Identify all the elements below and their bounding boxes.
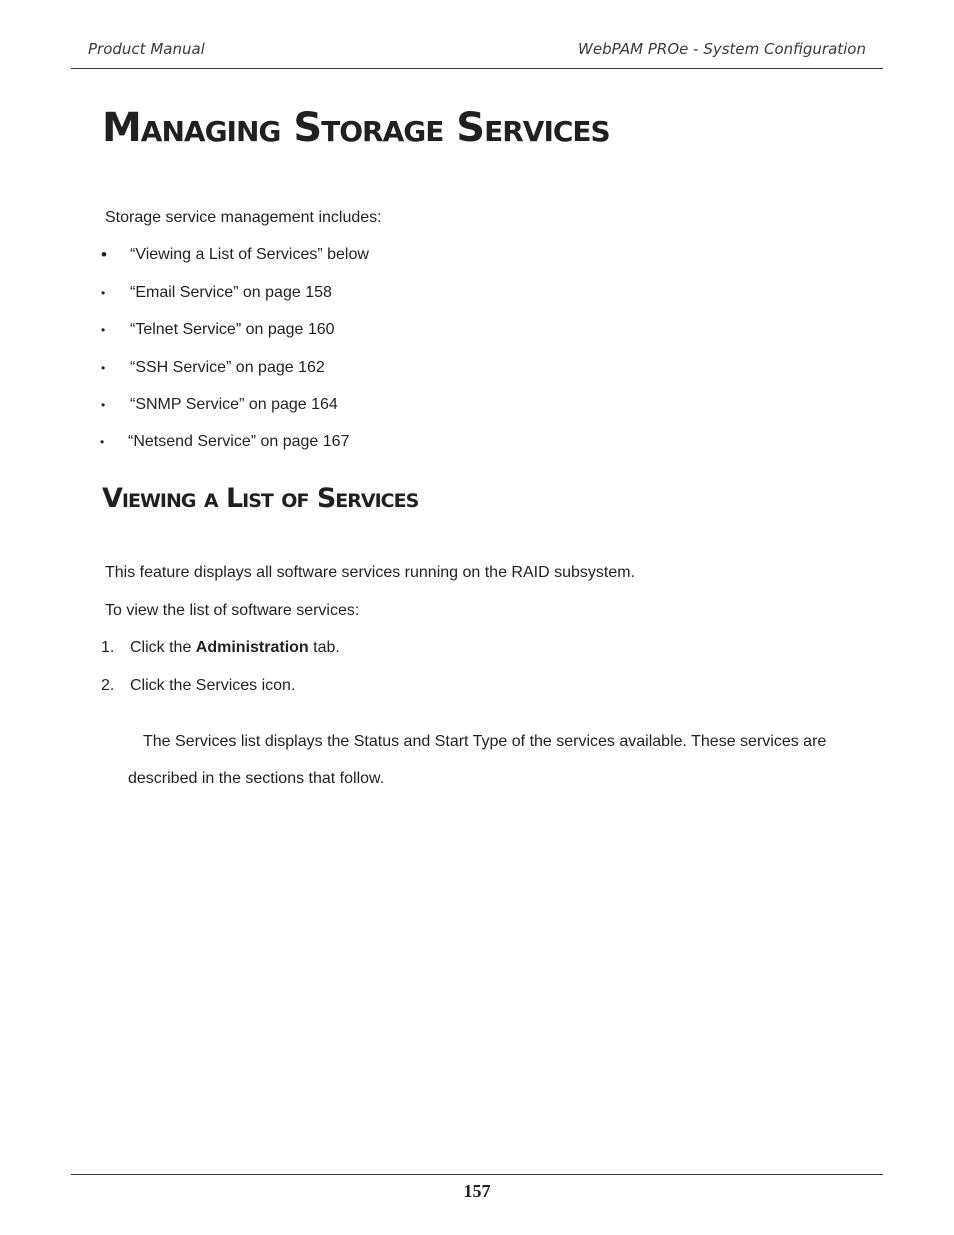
header-rule [71, 68, 883, 69]
page-number: 157 [463, 1181, 491, 1201]
step-number: 1. [101, 639, 115, 656]
header-right: WebPAM PROe - System Configuration [578, 40, 866, 58]
section2-para2: To view the list of software services: [105, 602, 360, 619]
section1-intro: Storage service management includes: [105, 209, 382, 226]
bullet-glyph: • [101, 286, 106, 300]
section2-para1: This feature displays all software services running on the RAID subsystem. [105, 564, 636, 581]
section-title-managing-storage-services: Managing Storage Services [102, 105, 610, 151]
bullet-glyph: • [100, 435, 105, 449]
step-2: Click the Services icon. [130, 677, 296, 694]
step-1 [130, 638, 340, 658]
bullet-item[interactable]: “Email Service” on page 158 [130, 284, 332, 301]
note-line-1: The Services list displays the Status and Start Type of the services available. These services are [143, 733, 827, 750]
note-line-2: described in the sections that follow. [128, 770, 385, 787]
bullet-glyph: • [101, 361, 106, 375]
header-left: Product Manual [88, 40, 205, 58]
bullet-item[interactable]: “Telnet Service” on page 160 [130, 321, 335, 338]
section-title-viewing-list-of-services: Viewing a List of Services [102, 483, 419, 514]
bullet-item[interactable]: “SNMP Service” on page 164 [130, 396, 338, 413]
bullet-item[interactable]: “Viewing a List of Services” below [130, 246, 369, 263]
footer-rule [71, 1174, 883, 1175]
step-number: 2. [101, 677, 115, 694]
step-1-prefix: Click the [130, 639, 196, 656]
bullet-glyph: • [101, 398, 106, 412]
bullet-glyph: • [101, 323, 106, 337]
administration-tab-ref: Administration [195, 639, 309, 656]
step-1-suffix: tab. [308, 639, 340, 656]
bullet-glyph: • [101, 245, 107, 264]
bullet-item[interactable]: “SSH Service” on page 162 [130, 359, 325, 376]
bullet-item[interactable]: “Netsend Service” on page 167 [128, 433, 350, 450]
